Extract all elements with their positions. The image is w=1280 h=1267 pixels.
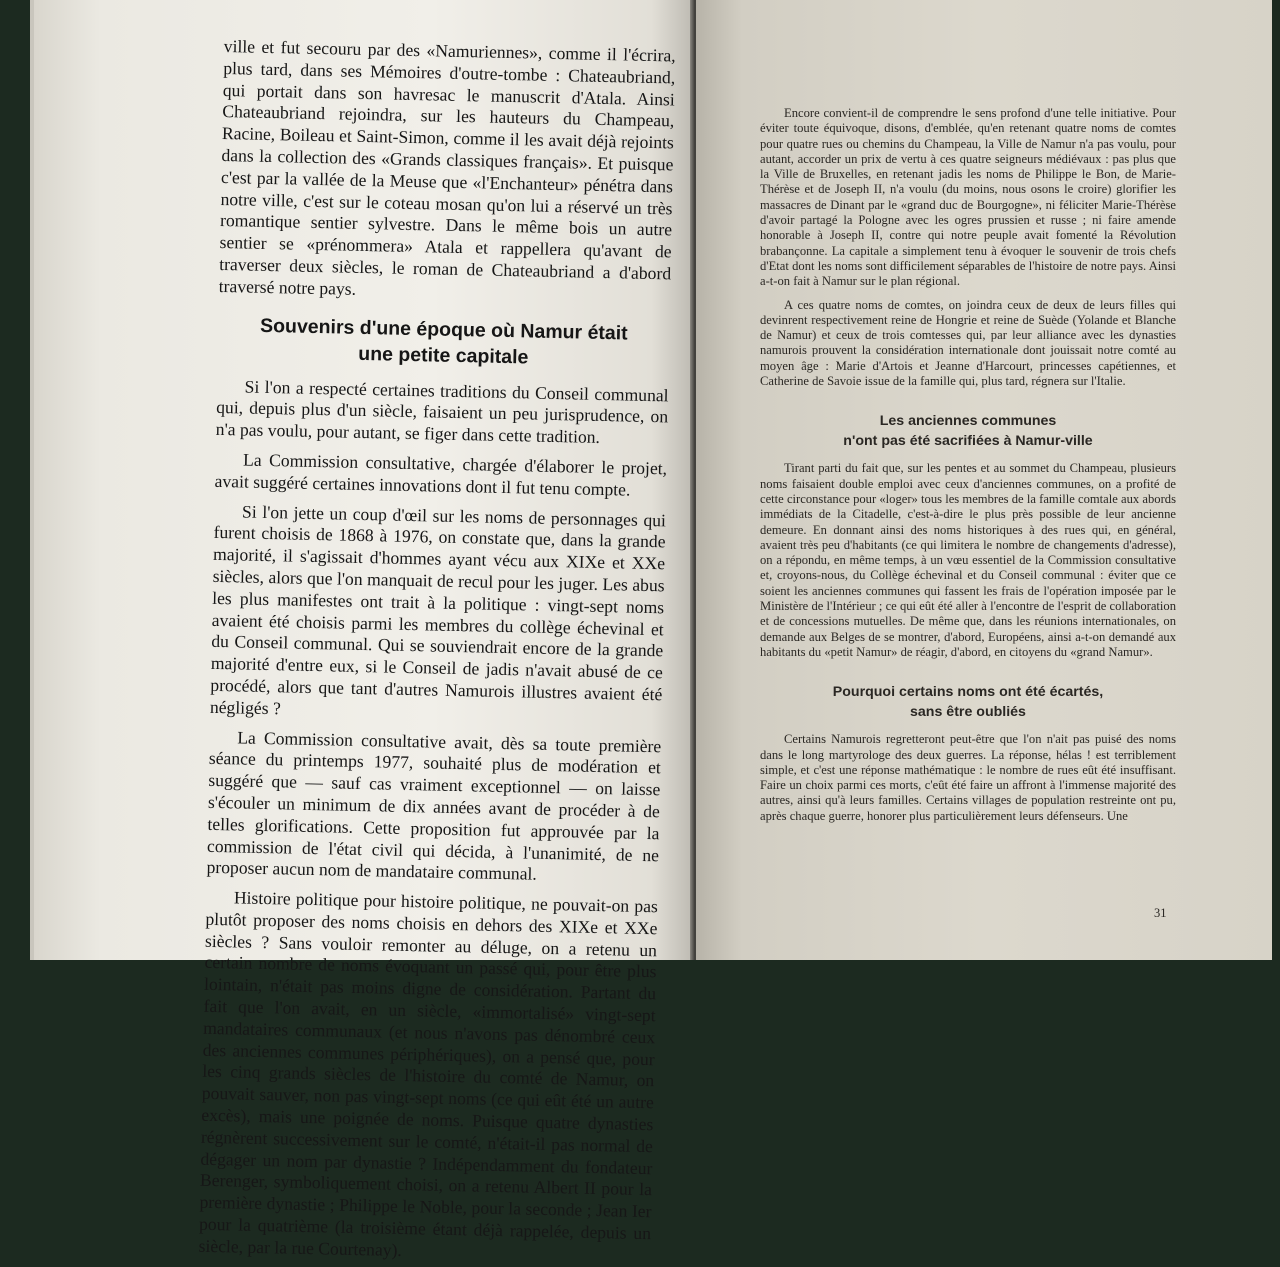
left-intro-paragraph: ville et fut secouru par des «Namuriennes», comme il l'écrira, plus tard, dans ses Mémoires d'outre-tombe : Chateaubriand, qui portait dans son havresac le manuscrit d'Atala. Ainsi Chateaubriand rejoindra, sur les hauteurs du Champeau, Racine, Boileau et Saint-Simon, comme il les avait déjà rejoints dans la collection des «Grands classiques français». Et puisque c'est par la vallée de la Meuse que «l'Enchanteur» pénétra dans notre ville, c'est sur le coteau mosan qu'on lui a réservé un très romantique sentier sylvestre. Dans le même bois un autre sentier se «prénommera» Atala et rappellera qu'avant de traverser deux siècles, le roman de Chateaubriand a d'abord traversé notre pays. [218, 36, 676, 299]
page-number: 31 [1154, 906, 1167, 920]
right-heading-2-line-1: Pourquoi certains noms ont été écartés, [832, 684, 1104, 701]
left-paragraph-1: Si l'on a respecté certaines traditions du Conseil communal qui, depuis plus d'un siècle, faisaient un peu jurisprudence, on n'a pas voulu, pour autant, se figer dans cette tradition. [215, 376, 669, 448]
left-heading-line-1: Souvenirs d'une époque où Namur était [259, 314, 628, 345]
left-paragraph-2: La Commission consultative, chargée d'élaborer le projet, avait suggéré certaines innovations dont il fut tenu compte. [214, 449, 668, 500]
right-paragraph-3: Tirant parti du fait que, sur les pentes et au sommet du Champeau, plusieurs noms faisaient double emploi avec ceux d'anciennes communes, on a profité de cette circonstance pour «loger» tous les membres de la famille comtale aux abords immédiats de la Citadelle, c'est-à-dire le plus près possible de leur ancienne demeure. En donnant ainsi des noms historiques à des rues qui, en général, avaient très peu d'habitants (ce qui limitera le nombre de changements d'adresse), on a répondu, en même temps, à un vœu essentiel de la Commission consultative et, croyons-nous, du Collège échevinal et du Conseil communal : éviter que ce soient les anciennes communes qui fassent les frais de l'opération imposée par le Ministère de l'Intérieur ; ce qui eût été aller à l'encontre de l'esprit de collaboration et de concessions mutuelles. De même que, dans les réunions internationales, on demande aux Belges de se montrer, d'abord, Européens, ainsi a-t-on demandé aux habitants du «petit Namur» de réagir, d'abord, en citoyens du «grand Namur». [760, 461, 1176, 659]
right-section-heading-1 [760, 411, 1176, 451]
left-section-heading [217, 312, 670, 373]
left-page-text [198, 36, 675, 1267]
right-heading-1-line-2: n'ont pas été sacrifiées à Namur-ville [843, 433, 1093, 450]
left-paragraph-5: Histoire politique pour histoire politique, ne pouvait-on pas plutôt proposer des noms choisis en dehors des XIXe et XXe siècles ? Sans vouloir remonter au déluge, on a retenu un certain nombre de noms évoquant un passé qui, pour être plus lointain, n'était pas moins digne de considération. Partant du fait que l'on avait, en un siècle, «immortalisé» vingt-sept mandataires communaux (et nous n'avons pas dénombré ceux des anciennes communes périphériques), on a pensé que, pour les cinq grands siècles de l'histoire du comté de Namur, on pouvait sauver, non pas vingt-sept noms (ce qui eût été un autre excès), mais une poignée de noms. Puisque quatre dynasties régnèrent successivement sur le comté, n'était-il pas normal de dégager un nom par dynastie ? Indépendamment du fondateur Berenger, symboliquement choisi, on a retenu Albert II pour la première dynastie ; Philippe le Noble, pour la seconde ; Jean Ier pour la quatrième (la troisième étant déjà rappelée, depuis un siècle, par la rue Courtenay). [198, 887, 659, 1260]
right-section-heading-2 [760, 682, 1176, 722]
right-paragraph-1: Encore convient-il de comprendre le sens profond d'une telle initiative. Pour éviter toute équivoque, disons, d'emblée, qu'en retenant quatre noms de comtes pour quatre rues ou chemins du Champeau, la Ville de Namur n'a pas voulu, pour autant, accorder un prix de vertu à ces quatre seigneurs médiévaux : pas plus que la Ville de Bruxelles, en retenant jadis les noms de Philippe le Bon, de Marie-Thérèse et de Joseph II, n'a voulu (du moins, nous osons le croire) glorifier les massacres de Dinant par le «grand duc de Bourgogne», ni féliciter Marie-Thérèse d'avoir partagé la Pologne avec les ogres prussien et russe ; ni faire amende honorable à Joseph II, contre qui notre peuple avait fomenté la Révolution brabançonne. La capitale a simplement tenu à évoquer le souvenir de trois chefs d'Etat dont les noms sont difficilement séparables de l'histoire de notre pays. Ainsi a-t-on fait à Namur sur le plan régional. [760, 106, 1176, 289]
right-paragraph-2: A ces quatre noms de comtes, on joindra ceux de deux de leurs filles qui devinrent respectivement reine de Hongrie et reine de Suède (Yolande et Blanche de Namur) et ceux de trois comtesses qui, par leur alliance avec les dynasties namurois prouvent la considération internationale dont jouissait notre comté au moyen âge : Marie d'Artois et Jeanne d'Harcourt, princesses capétiennes, et Catherine de Savoie issue de la famille qui, plus tard, régnera sur l'Italie. [760, 297, 1176, 389]
right-heading-1-line-1: Les anciennes communes [879, 413, 1057, 430]
left-heading-line-2: une petite capitale [358, 342, 529, 369]
right-page [696, 0, 1272, 960]
left-page [30, 0, 698, 1260]
right-paragraph-4: Certains Namurois regretteront peut-être que l'on n'ait pas puisé des noms dans le long martyrologe des deux guerres. La réponse, hélas ! est terriblement simple, et c'est une réponse mathématique : le nombre de rues eût été insuffisant. Faire un choix parmi ces morts, c'eût été faire un affront à l'immense majorité des autres, ainsi qu'à leurs familles. Certains villages de population restreinte ont pu, après chaque guerre, honorer plus particulièrement leurs défenseurs. Une [760, 732, 1176, 823]
right-page-text [760, 106, 1176, 824]
left-paragraph-3: Si l'on jette un coup d'œil sur les noms de personnages qui furent choisis de 1868 à 1976, on constate que, dans la grande majorité, il s'agissait d'hommes ayant vécu aux XIXe et XXe siècles, alors que l'on manquait de recul pour les juger. Les abus les plus manifestes ont trait à la politique : vingt-sept noms avaient été choisis parmi les membres du collège échevinal et du Conseil communal. Qui se souviendrait encore de la grande majorité d'entre eux, si le Conseil de jadis n'avait abusé de ce procédé, alors que tant d'autres Namurois illustres avaient été négligés ? [209, 501, 667, 719]
right-heading-2-line-2: sans être oubliés [910, 704, 1026, 721]
left-paragraph-4: La Commission consultative avait, dès sa toute première séance du printemps 1977, souhaité plus de modération et suggéré que — sauf cas vraiment exceptionnel — on laisse s'écouler un minimum de dix années avant de procéder à de telles glorifications. Cette proposition fut approuvée par la commission de l'état civil qui décida, à l'unanimité, de ne proposer aucun nom de mandataire communal. [206, 726, 662, 885]
